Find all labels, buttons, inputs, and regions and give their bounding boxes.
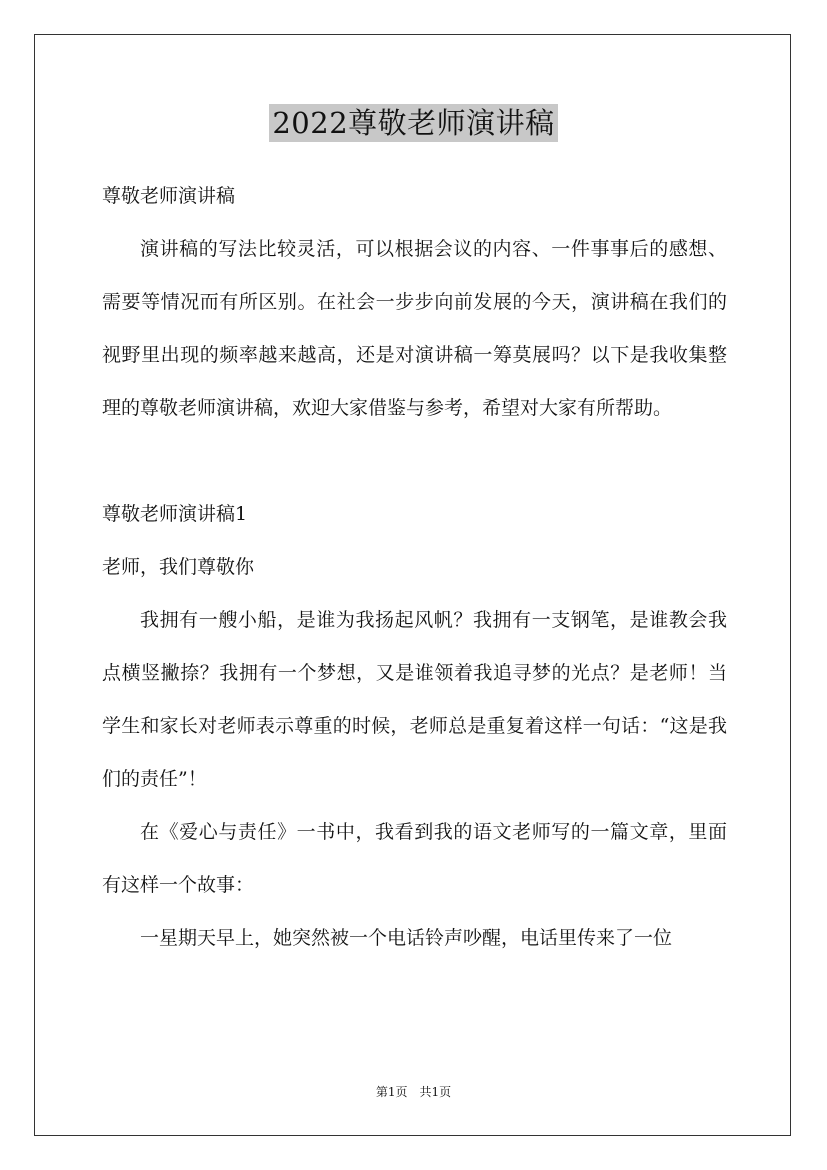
page-number: 第1页 [375,1085,408,1099]
body-paragraph: 一星期天早上，她突然被一个电话铃声吵醒，电话里传来了一位 [140,927,673,949]
page-total: 共1页 [419,1085,452,1099]
body-paragraph: 在《爱心与责任》一书中，我看到我的语文老师写的一篇文章，里面有这样一个故事： [102,821,727,896]
document-title: 2022尊敬老师演讲稿 [269,104,557,142]
paragraph-spacer [102,435,727,488]
document-subtitle: 尊敬老师演讲稿 [102,185,236,207]
document-body [102,170,727,965]
body-paragraph: 我拥有一艘小船，是谁为我扬起风帆？我拥有一支钢笔，是谁教会我点横竖撇捺？我拥有一个梦想，又是谁领着我追寻梦的光点？是老师！当学生和家长对老师表示尊重的时候，老师总是重复着这样一句话：“这是我们的责任”！ [102,609,727,790]
title-container [0,104,827,142]
section-heading: 尊敬老师演讲稿1 [102,503,248,525]
page-footer [0,1083,827,1101]
intro-paragraph: 演讲稿的写法比较灵活，可以根据会议的内容、一件事事后的感想、需要等情况而有所区别。在社会一步步向前发展的今天，演讲稿在我们的视野里出现的频率越来越高，还是对演讲稿一筹莫展吗？以下是我收集整理的尊敬老师演讲稿，欢迎大家借鉴与参考，希望对大家有所帮助。 [102,238,727,419]
section-title: 老师，我们尊敬你 [102,556,255,578]
